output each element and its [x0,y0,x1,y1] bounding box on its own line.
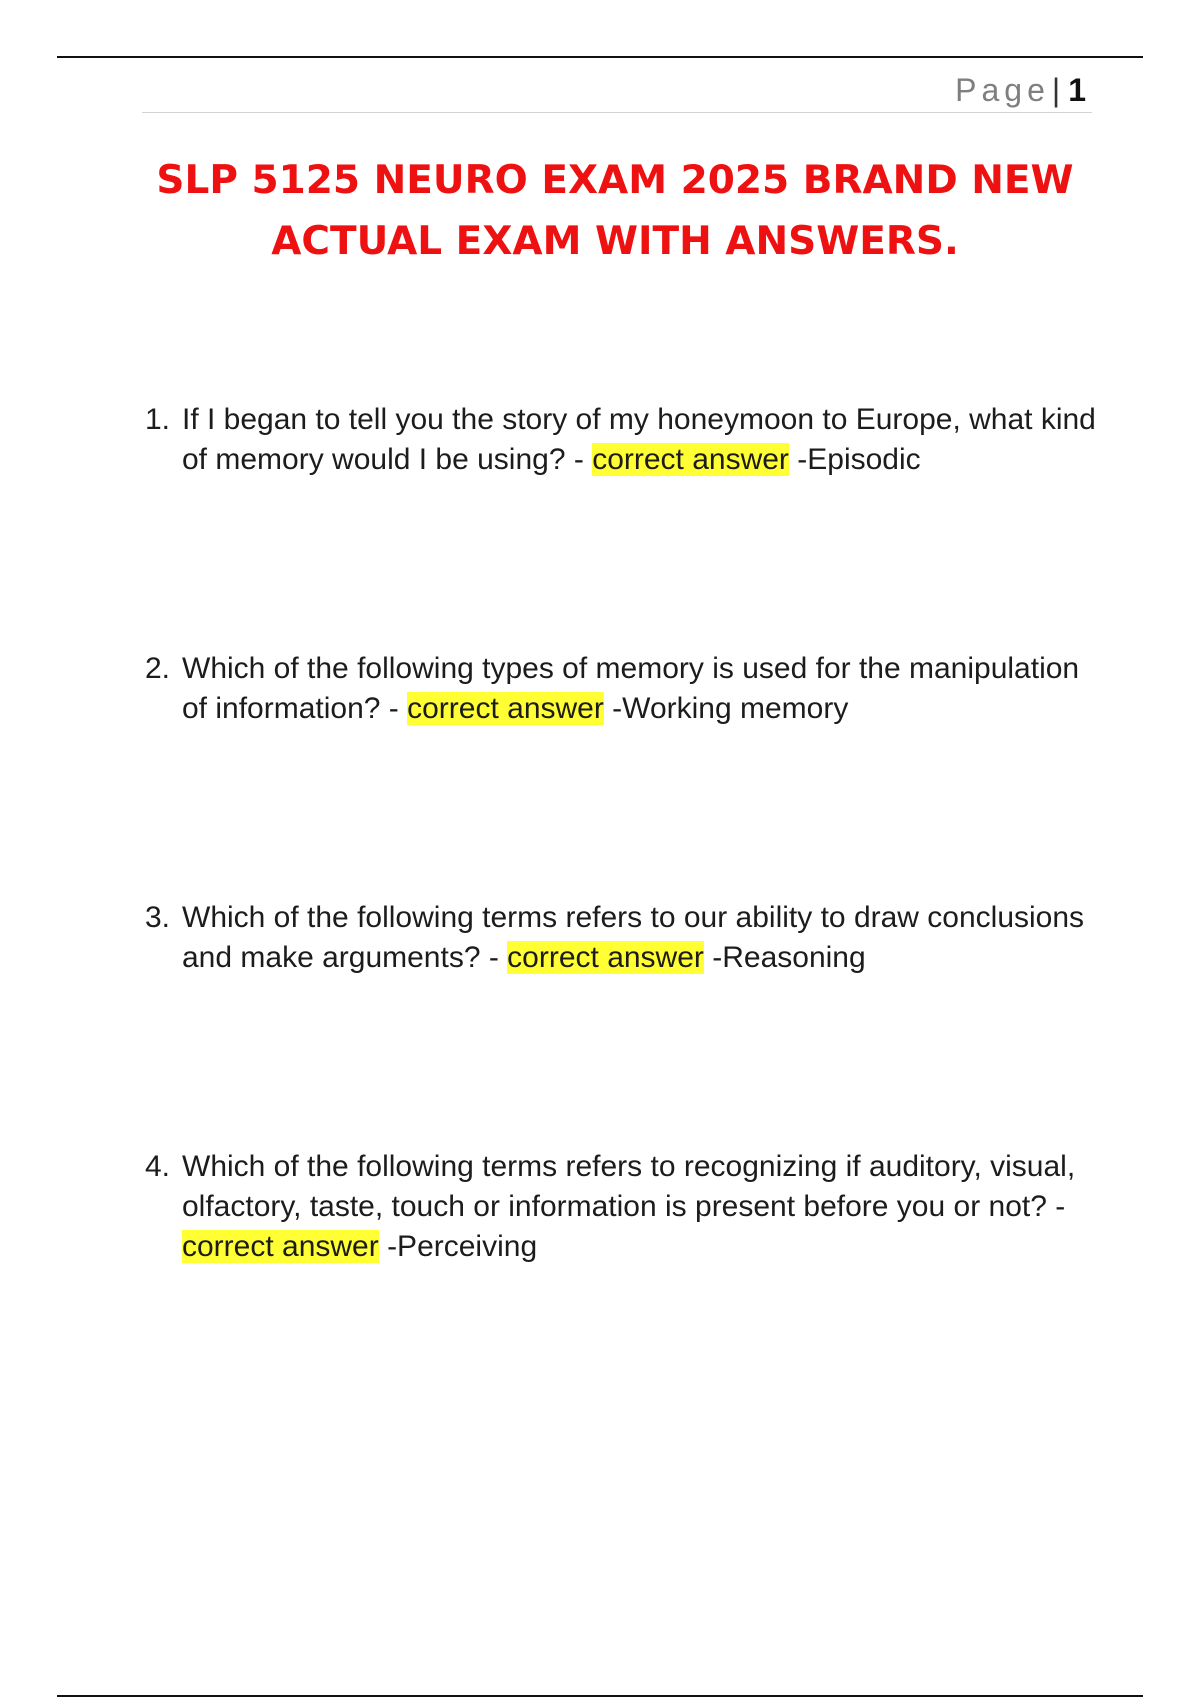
question-number: 1. [145,403,171,436]
title-line-2: ACTUAL EXAM WITH ANSWERS. [271,219,959,264]
question-text: Which of the following terms refers to recognizing if auditory, visual, olfactory, taste, touch or information is present before you or not? - [182,1150,1076,1223]
page-word: Page [955,72,1050,108]
question-body [182,649,1100,729]
page-number: 1 [1068,72,1086,108]
question-number: 4. [145,1150,171,1183]
correct-answer-highlight: correct answer [407,692,604,725]
bottom-rule [57,1695,1143,1697]
question-item [140,649,1100,729]
question-item [140,400,1100,480]
correct-answer-highlight: correct answer [592,443,789,476]
top-rule [57,56,1143,58]
question-text: Which of the following types of memory is used for the manipulation of information? - [182,652,1080,725]
page-number-label [955,70,1086,110]
title-line-1: SLP 5125 NEURO EXAM 2025 BRAND NEW [156,158,1074,203]
answer-text: -Episodic [788,443,921,476]
question-item [140,898,1100,978]
document-title [120,150,1110,272]
question-text: Which of the following terms refers to our ability to draw conclusions and make arguments? - [182,901,1085,974]
question-body [182,400,1100,480]
correct-answer-highlight: correct answer [182,1230,379,1263]
page-header [142,66,1092,113]
answer-text: -Reasoning [703,941,866,974]
correct-answer-highlight: correct answer [507,941,704,974]
question-number: 2. [145,652,171,685]
answer-text: -Perceiving [378,1230,538,1263]
page-separator: | [1051,72,1061,108]
question-body [182,1147,1100,1267]
question-body [182,898,1100,978]
question-number: 3. [145,901,171,934]
question-item [140,1147,1100,1267]
question-text: If I began to tell you the story of my honeymoon to Europe, what kind of memory would I be using? - [182,403,1096,476]
answer-text: -Working memory [603,692,849,725]
